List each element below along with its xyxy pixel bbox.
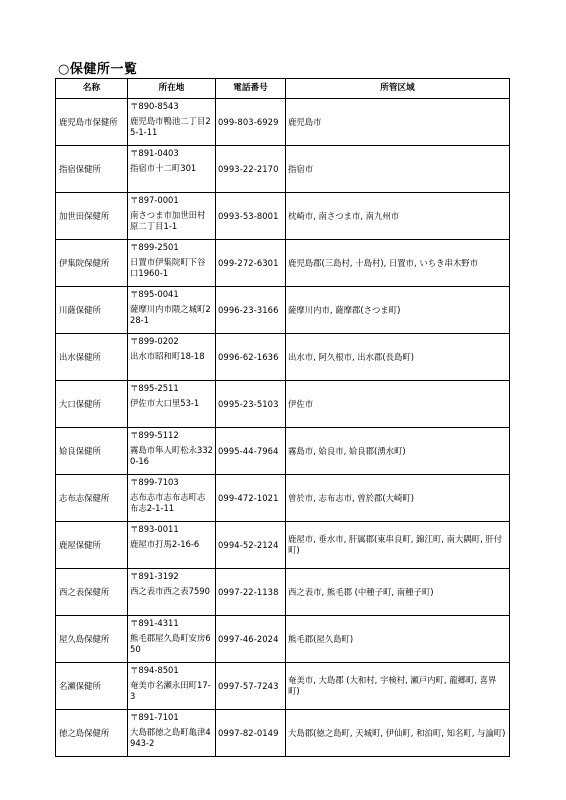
office-name: 出水保健所 — [56, 334, 128, 381]
postal-code: 〒897-0001 — [130, 195, 179, 205]
office-area: 霧島市, 姶良市, 姶良郡(湧水町) — [286, 428, 510, 475]
postal-code: 〒891-3192 — [130, 571, 179, 581]
office-address — [128, 334, 216, 381]
office-phone: 0995-23-5103 — [216, 381, 286, 428]
address-line: 西之表市西之表7590 — [130, 586, 210, 596]
header-name: 名称 — [56, 79, 128, 99]
postal-code: 〒894-8501 — [130, 665, 179, 675]
office-address — [128, 616, 216, 663]
postal-code: 〒895-2511 — [130, 383, 179, 393]
office-address — [128, 146, 216, 193]
office-address — [128, 569, 216, 616]
office-address — [128, 99, 216, 146]
office-phone: 0997-22-1138 — [216, 569, 286, 616]
office-name: 姶良保健所 — [56, 428, 128, 475]
office-area: 伊佐市 — [286, 381, 510, 428]
office-phone: 0997-82-0149 — [216, 710, 286, 757]
office-phone: 0997-46-2024 — [216, 616, 286, 663]
office-area: 奄美市, 大島郡 (大和村, 宇検村, 瀬戸内町, 龍郷町, 喜界町) — [286, 663, 510, 710]
office-area: 枕崎市, 南さつま市, 南九州市 — [286, 193, 510, 240]
address-line: 指宿市十二町301 — [130, 163, 197, 173]
address-line: 南さつま市加世田村原二丁目1-1 — [130, 210, 206, 231]
office-address — [128, 710, 216, 757]
table-row — [56, 710, 510, 757]
postal-code: 〒893-0011 — [130, 524, 179, 534]
office-phone: 0996-62-1636 — [216, 334, 286, 381]
address-line: 熊毛郡屋久島町安房650 — [130, 633, 211, 654]
office-area: 曽於市, 志布志市, 曽於郡(大崎町) — [286, 475, 510, 522]
page-title: ○保健所一覧 — [58, 62, 138, 77]
health-office-table — [55, 78, 510, 757]
office-phone: 099-803-6929 — [216, 99, 286, 146]
office-area: 熊毛郡(屋久島町) — [286, 616, 510, 663]
office-area: 指宿市 — [286, 146, 510, 193]
address-line: 大島郡徳之島町亀津4943-2 — [130, 727, 211, 748]
postal-code: 〒891-0403 — [130, 148, 179, 158]
table-row — [56, 146, 510, 193]
office-phone: 099-472-1021 — [216, 475, 286, 522]
postal-code: 〒899-2501 — [130, 242, 179, 252]
table-row — [56, 240, 510, 287]
header-area: 所管区域 — [286, 79, 510, 99]
office-area: 西之表市, 熊毛郡 (中種子町, 南種子町) — [286, 569, 510, 616]
office-name: 指宿保健所 — [56, 146, 128, 193]
postal-code: 〒891-4311 — [130, 618, 179, 628]
table-row — [56, 99, 510, 146]
office-address — [128, 193, 216, 240]
office-address — [128, 475, 216, 522]
office-name: 伊集院保健所 — [56, 240, 128, 287]
postal-code: 〒899-7103 — [130, 477, 179, 487]
table-row — [56, 334, 510, 381]
table-row — [56, 193, 510, 240]
table-row — [56, 522, 510, 569]
postal-code: 〒891-7101 — [130, 712, 179, 722]
office-address — [128, 381, 216, 428]
office-phone: 0995-44-7964 — [216, 428, 286, 475]
table-row — [56, 381, 510, 428]
address-line: 鹿児島市鴨池二丁目25-1-11 — [130, 116, 211, 137]
table-row — [56, 616, 510, 663]
address-line: 薩摩川内市隈之城町228-1 — [130, 304, 211, 325]
office-address — [128, 287, 216, 334]
office-name: 加世田保健所 — [56, 193, 128, 240]
office-name: 志布志保健所 — [56, 475, 128, 522]
office-phone: 0996-23-3166 — [216, 287, 286, 334]
office-area: 出水市, 阿久根市, 出水郡(長島町) — [286, 334, 510, 381]
address-line: 奄美市名瀬永田町17-3 — [130, 680, 211, 701]
office-name: 屋久島保健所 — [56, 616, 128, 663]
header-address: 所在地 — [128, 79, 216, 99]
office-address — [128, 240, 216, 287]
table-row — [56, 663, 510, 710]
address-line: 日置市伊集院町下谷口1960-1 — [130, 257, 206, 278]
office-area: 大島郡(徳之島町, 天城町, 伊仙町, 和泊町, 知名町, 与論町) — [286, 710, 510, 757]
postal-code: 〒899-5112 — [130, 430, 179, 440]
office-address — [128, 663, 216, 710]
address-line: 伊佐市大口里53-1 — [130, 398, 200, 408]
office-area: 鹿屋市, 垂水市, 肝属郡(東串良町, 錦江町, 南大隅町, 肝付町) — [286, 522, 510, 569]
office-name: 西之表保健所 — [56, 569, 128, 616]
table-row — [56, 287, 510, 334]
office-name: 鹿児島市保健所 — [56, 99, 128, 146]
office-phone: 0993-53-8001 — [216, 193, 286, 240]
office-name: 徳之島保健所 — [56, 710, 128, 757]
postal-code: 〒899-0202 — [130, 336, 179, 346]
office-address — [128, 522, 216, 569]
postal-code: 〒895-0041 — [130, 289, 179, 299]
address-line: 出水市昭和町18-18 — [130, 351, 205, 361]
office-phone: 0997-57-7243 — [216, 663, 286, 710]
office-name: 川薩保健所 — [56, 287, 128, 334]
address-line: 鹿屋市打馬2-16-6 — [130, 539, 200, 549]
office-phone: 0993-22-2170 — [216, 146, 286, 193]
office-name: 大口保健所 — [56, 381, 128, 428]
office-address — [128, 428, 216, 475]
table-row — [56, 569, 510, 616]
office-area: 鹿児島市 — [286, 99, 510, 146]
office-area: 薩摩川内市, 薩摩郡(さつま町) — [286, 287, 510, 334]
table-header-row — [56, 79, 510, 99]
address-line: 霧島市隼人町松永3320-16 — [130, 445, 213, 466]
office-phone: 099-272-6301 — [216, 240, 286, 287]
office-area: 鹿児島郡(三島村, 十島村), 日置市, いちき串木野市 — [286, 240, 510, 287]
table-row — [56, 428, 510, 475]
office-phone: 0994-52-2124 — [216, 522, 286, 569]
postal-code: 〒890-8543 — [130, 101, 179, 111]
table-row — [56, 475, 510, 522]
office-name: 鹿屋保健所 — [56, 522, 128, 569]
address-line: 志布志市志布志町志布志2-1-11 — [130, 492, 206, 513]
header-phone: 電話番号 — [216, 79, 286, 99]
office-name: 名瀬保健所 — [56, 663, 128, 710]
